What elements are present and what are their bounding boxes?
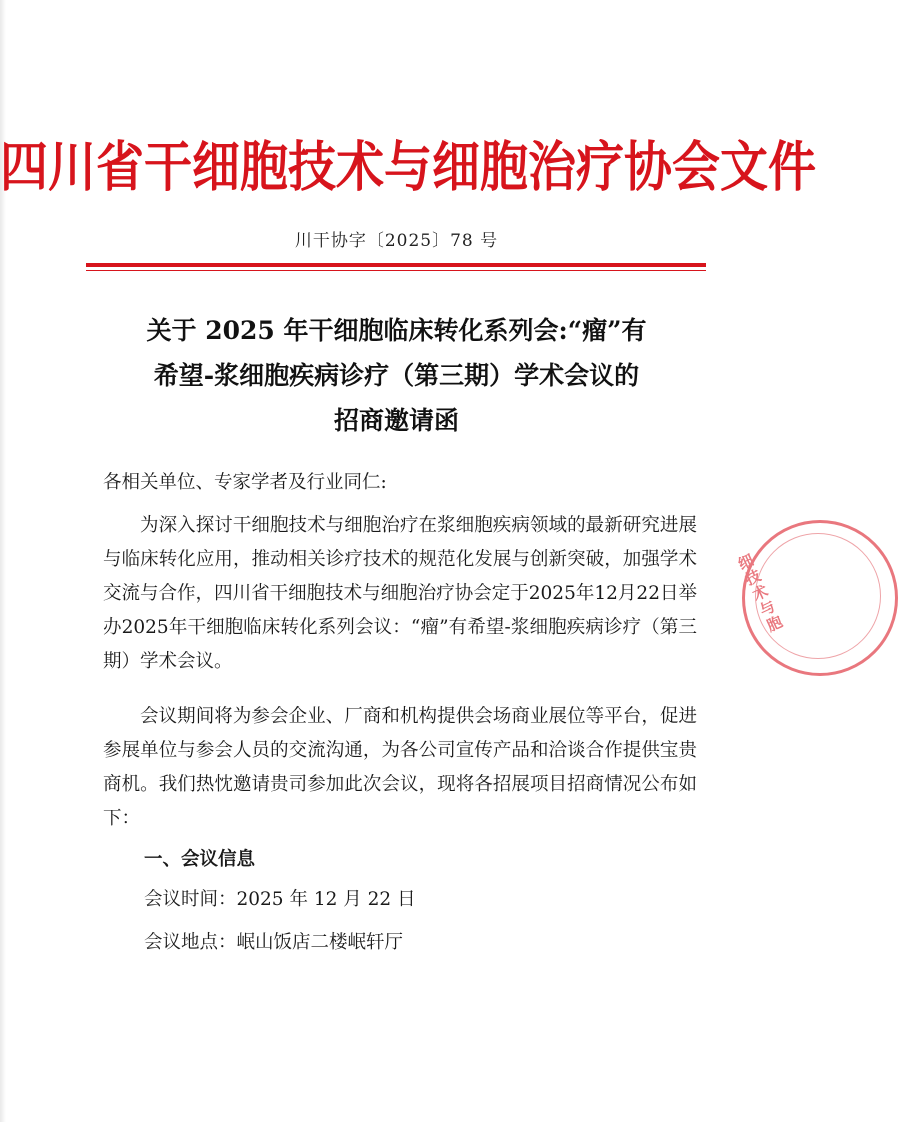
seal-text: 细 技 术 与 胞 bbox=[735, 550, 786, 636]
meeting-time: 会议时间：2025 年 12 月 22 日 bbox=[144, 889, 416, 910]
title-line-2: 希望-浆细胞疾病诊疗（第三期）学术会议的 bbox=[153, 361, 640, 390]
title-line-1: 关于 2025 年干细胞临床转化系列会:“瘤”有 bbox=[146, 316, 647, 345]
title-line-3: 招商邀请函 bbox=[333, 406, 459, 435]
red-divider-thin bbox=[86, 270, 706, 271]
paragraph-exhibition: 会议期间将为参会企业、厂商和机构提供会场商业展位等平台，促进参展单位与参会人员的交流沟通，为各公司宣传产品和洽谈合作提供宝贵商机。我们热忱邀请贵司参加此次会议，现将各招展项目招商情况公布如下： bbox=[103, 706, 697, 829]
paragraph-intro: 为深入探讨干细胞技术与细胞治疗在浆细胞疾病领域的最新研究进展与临床转化应用，推动相关诊疗技术的规范化发展与创新突破，加强学术交流与合作，四川省干细胞技术与细胞治疗协会定于2025年12月22日举办2025年干细胞临床转化系列会议：“瘤”有希望-浆细胞疾病诊疗（第三期）学术会议。 bbox=[103, 515, 697, 672]
document-title bbox=[90, 308, 703, 443]
official-seal-stamp bbox=[735, 520, 898, 676]
org-file-title: 四川省干细胞技术与细胞治疗协会文件 bbox=[0, 136, 817, 199]
meeting-venue: 会议地点：岷山饭店二楼岷轩厅 bbox=[144, 932, 404, 953]
document-number: 川干协字〔2025〕78 号 bbox=[294, 231, 499, 251]
section-heading-meeting-info: 一、会议信息 bbox=[144, 849, 256, 870]
red-divider-thick bbox=[86, 263, 706, 267]
salutation: 各相关单位、专家学者及行业同仁: bbox=[103, 472, 387, 493]
seal-inner-ring bbox=[755, 533, 881, 659]
